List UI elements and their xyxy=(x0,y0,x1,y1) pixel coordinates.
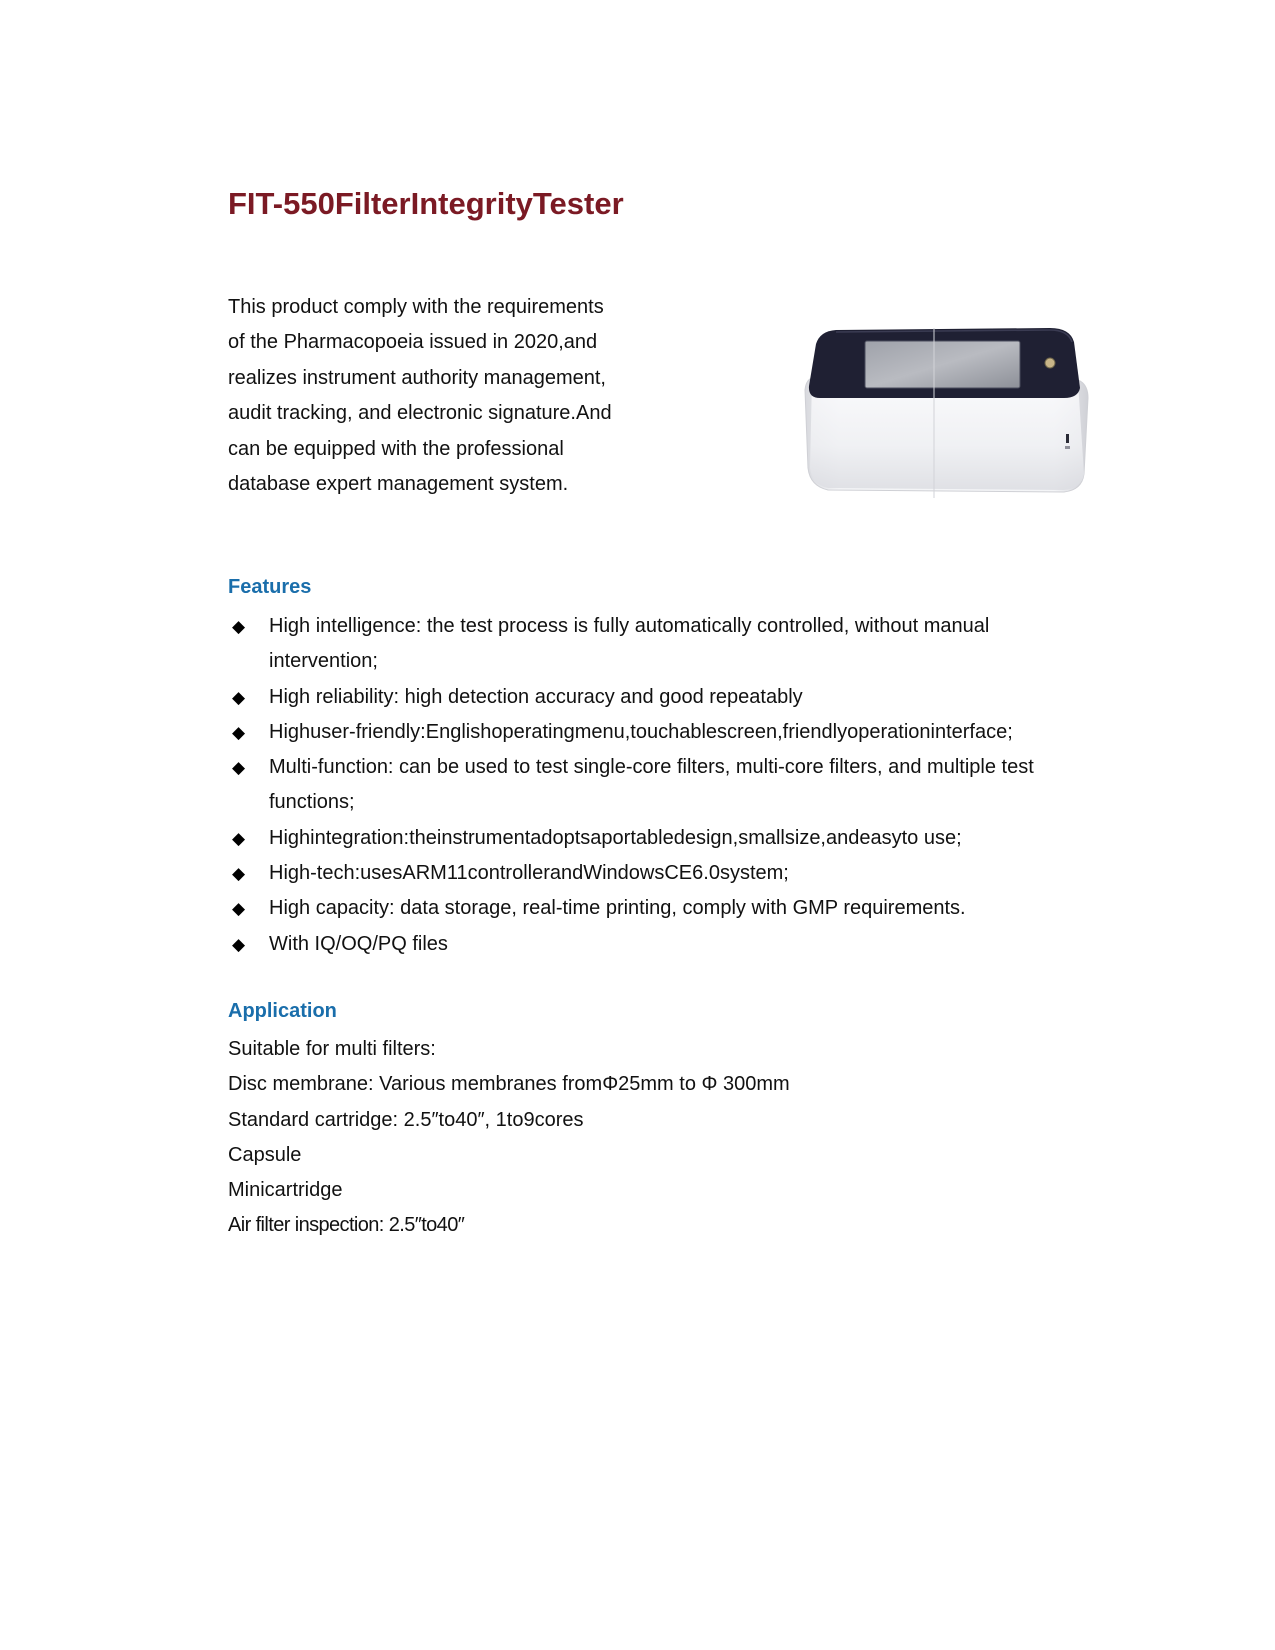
list-item xyxy=(228,856,1048,891)
list-item xyxy=(228,609,1048,680)
features-heading: Features xyxy=(228,576,312,598)
application-line: Minicartridge xyxy=(228,1179,343,1202)
intro-line: realizes instrument authority management, xyxy=(228,366,606,389)
diamond-bullet-icon: ◆ xyxy=(232,828,246,848)
diamond-bullet-icon: ◆ xyxy=(232,934,246,954)
intro-line: of the Pharmacopoeia issued in 2020,and xyxy=(228,331,598,354)
feature-text: Multi-function: can be used to test single-core filters, multi-core filters, and multiple test functions; xyxy=(269,756,1034,814)
feature-text: Highuser-friendly:Englishoperatingmenu,touchablescreen,friendlyoperationinterface; xyxy=(269,720,1013,743)
power-button-icon xyxy=(1045,358,1055,368)
list-item xyxy=(228,715,1048,750)
intro-line: can be equipped with the professional xyxy=(228,437,564,460)
intro-paragraph xyxy=(228,290,648,502)
feature-text: High-tech:usesARM11controllerandWindowsCE6.0system; xyxy=(269,862,789,885)
intro-line: This product comply with the requirements xyxy=(228,296,604,318)
feature-text: Highintegration:theinstrumentadoptsaportabledesign,smallsize,andeasyto use; xyxy=(269,826,962,849)
application-line: Capsule xyxy=(228,1143,302,1166)
application-line: Suitable for multi filters: xyxy=(228,1038,436,1060)
application-list xyxy=(228,1032,928,1244)
diamond-bullet-icon: ◆ xyxy=(232,722,246,742)
diamond-bullet-icon: ◆ xyxy=(232,617,246,636)
diamond-bullet-icon: ◆ xyxy=(232,687,246,707)
usb-port-icon xyxy=(1066,434,1069,443)
list-item xyxy=(228,750,1048,821)
feature-text: With IQ/OQ/PQ files xyxy=(269,932,448,955)
product-photo xyxy=(802,328,1090,500)
feature-text: High capacity: data storage, real-time printing, comply with GMP requirements. xyxy=(269,897,966,920)
diamond-bullet-icon: ◆ xyxy=(232,899,246,919)
list-item xyxy=(228,680,1048,715)
feature-text: High reliability: high detection accuracy and good repeatably xyxy=(269,685,803,708)
diamond-bullet-icon: ◆ xyxy=(232,758,246,778)
intro-line: database expert management system. xyxy=(228,473,569,496)
application-line: Standard cartridge: 2.5″to40″, 1to9cores xyxy=(228,1108,584,1131)
intro-line: audit tracking, and electronic signature.And xyxy=(228,402,612,425)
list-item xyxy=(228,891,1048,926)
feature-text: High intelligence: the test process is fully automatically controlled, without manual intervention; xyxy=(269,615,990,673)
application-line: Air filter inspection: 2.5″to40″ xyxy=(228,1214,465,1237)
list-item xyxy=(228,821,1048,856)
application-heading: Application xyxy=(228,1000,337,1022)
application-line: Disc membrane: Various membranes fromΦ25mm to Φ 300mm xyxy=(228,1073,790,1096)
page-title: FIT-550FilterIntegrityTester xyxy=(228,186,624,221)
list-item xyxy=(228,927,1048,962)
features-list xyxy=(228,609,1048,962)
diamond-bullet-icon: ◆ xyxy=(232,864,246,884)
device-screen xyxy=(865,341,1020,388)
